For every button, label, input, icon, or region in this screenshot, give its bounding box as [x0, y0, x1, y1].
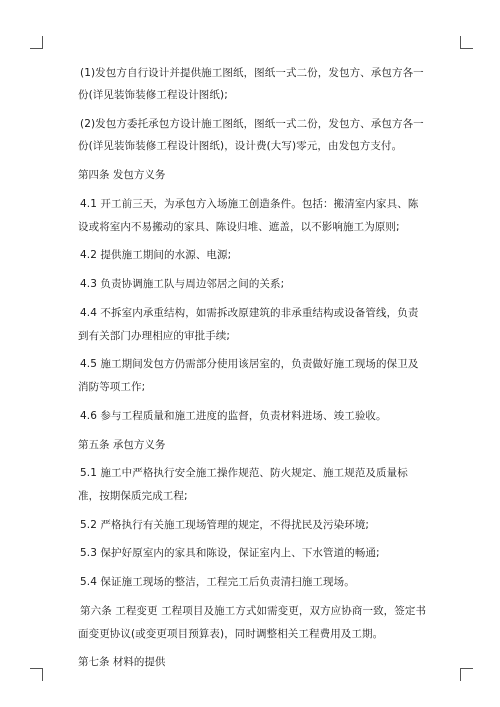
paragraph-4-3: 4.3 负责协调施工队与周边邻居之间的关系;: [80, 278, 285, 291]
heading-article-7: 第七条 材料的提供: [78, 656, 166, 669]
paragraph-design-option-1: (1)发包方自行设计并提供施工图纸，图纸一式二份，发包方、承包方各一份(详见装饰装修工程设计图纸);: [78, 67, 424, 102]
paragraph-4-5: 4.5 施工期间发包方仍需部分使用该居室的，负责做好施工现场的保卫及消防等项工作;: [78, 358, 419, 393]
crop-mark-top-right: [460, 36, 473, 49]
paragraph-4-2: 4.2 提供施工期间的水源、电源;: [80, 249, 232, 262]
paragraph-4-1: 4.1 开工前三天，为承包方入场施工创造条件。包括：搬清室内家具、陈设或将室内不易搬动的家具、陈设归堆、遮盖，以不影响施工为原则;: [78, 198, 419, 233]
crop-mark-bottom-left: [30, 668, 43, 681]
crop-mark-bottom-right: [460, 668, 473, 681]
paragraph-4-6: 4.6 参与工程质量和施工进度的监督，负责材料进场、竣工验收。: [80, 409, 387, 422]
paragraph-5-3: 5.3 保护好原室内的家具和陈设，保证室内上、下水管道的畅通;: [80, 547, 380, 560]
paragraph-article-6: 第六条 工程变更 工程项目及施工方式如需变更，双方应协商一致，签定书面变更协议(或变更项目预算表)，同时调整相关工程费用及工期。: [78, 605, 427, 640]
paragraph-5-2: 5.2 严格执行有关施工现场管理的规定，不得扰民及污染环境;: [80, 518, 370, 531]
paragraph-4-4: 4.4 不拆室内承重结构，如需拆改原建筑的非承重结构或设备管线，负责到有关部门办理相应的审批手续;: [78, 307, 419, 342]
heading-article-5: 第五条 承包方义务: [78, 438, 166, 451]
paragraph-design-option-2: (2)发包方委托承包方设计施工图纸，图纸一式二份，发包方、承包方各一份(详见装饰装修工程设计图纸)，设计费(大写)零元，由发包方支付。: [78, 118, 424, 153]
paragraph-5-1: 5.1 施工中严格执行安全施工操作规范、防火规定、施工规范及质量标准，按期保质完成工程;: [78, 467, 408, 502]
document-body: [78, 62, 428, 680]
crop-mark-top-left: [30, 36, 43, 49]
heading-article-4: 第四条 发包方义务: [78, 169, 166, 182]
paragraph-5-4: 5.4 保证施工现场的整洁，工程完工后负责清扫施工现场。: [80, 576, 355, 589]
